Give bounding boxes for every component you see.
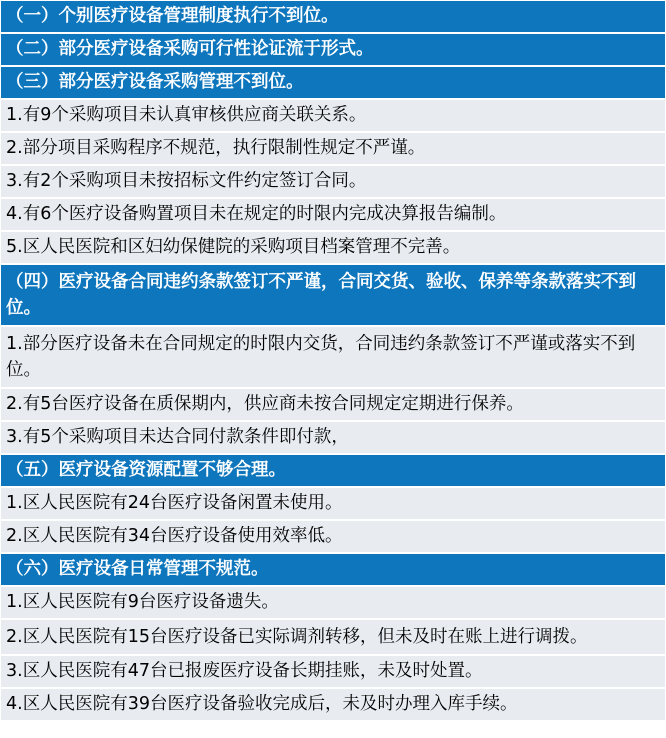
finding-item: 2.区人民医院有15台医疗设备已实际调剂转移，但未及时在账上进行调拨。 xyxy=(1,620,665,656)
finding-item: 3.有5个采购项目未达合同付款条件即付款， xyxy=(1,422,665,455)
section-header-3: （三）部分医疗设备采购管理不到位。 xyxy=(1,67,665,100)
finding-item: 2.部分项目采购程序不规范，执行限制性规定不严谨。 xyxy=(1,133,665,166)
section-header-6: （六）医疗设备日常管理不规范。 xyxy=(1,554,665,587)
finding-item: 3.区人民医院有47台已报废医疗设备长期挂账，未及时处置。 xyxy=(1,656,665,689)
section-header-1: （一）个别医疗设备管理制度执行不到位。 xyxy=(1,1,665,34)
finding-item: 1.区人民医院有24台医疗设备闲置未使用。 xyxy=(1,488,665,521)
section-header-2: （二）部分医疗设备采购可行性论证流于形式。 xyxy=(1,34,665,67)
section-header-5: （五）医疗设备资源配置不够合理。 xyxy=(1,455,665,488)
finding-item: 1.有9个采购项目未认真审核供应商关联关系。 xyxy=(1,100,665,133)
finding-item: 4.有6个医疗设备购置项目未在规定的时限内完成决算报告编制。 xyxy=(1,199,665,232)
finding-item: 2.区人民医院有34台医疗设备使用效率低。 xyxy=(1,521,665,554)
finding-item: 1.区人民医院有9台医疗设备遗失。 xyxy=(1,587,665,620)
section-header-4: （四）医疗设备合同违约条款签订不严谨，合同交货、验收、保养等条款落实不到位。 xyxy=(1,265,665,327)
finding-item: 3.有2个采购项目未按招标文件约定签订合同。 xyxy=(1,166,665,199)
audit-findings-table xyxy=(1,1,665,722)
finding-item: 5.区人民医院和区妇幼保健院的采购项目档案管理不完善。 xyxy=(1,232,665,265)
finding-item: 4.区人民医院有39台医疗设备验收完成后，未及时办理入库手续。 xyxy=(1,689,665,722)
finding-item: 2.有5台医疗设备在质保期内，供应商未按合同规定定期进行保养。 xyxy=(1,389,665,422)
finding-item: 1.部分医疗设备未在合同规定的时限内交货，合同违约条款签订不严谨或落实不到位。 xyxy=(1,327,665,389)
